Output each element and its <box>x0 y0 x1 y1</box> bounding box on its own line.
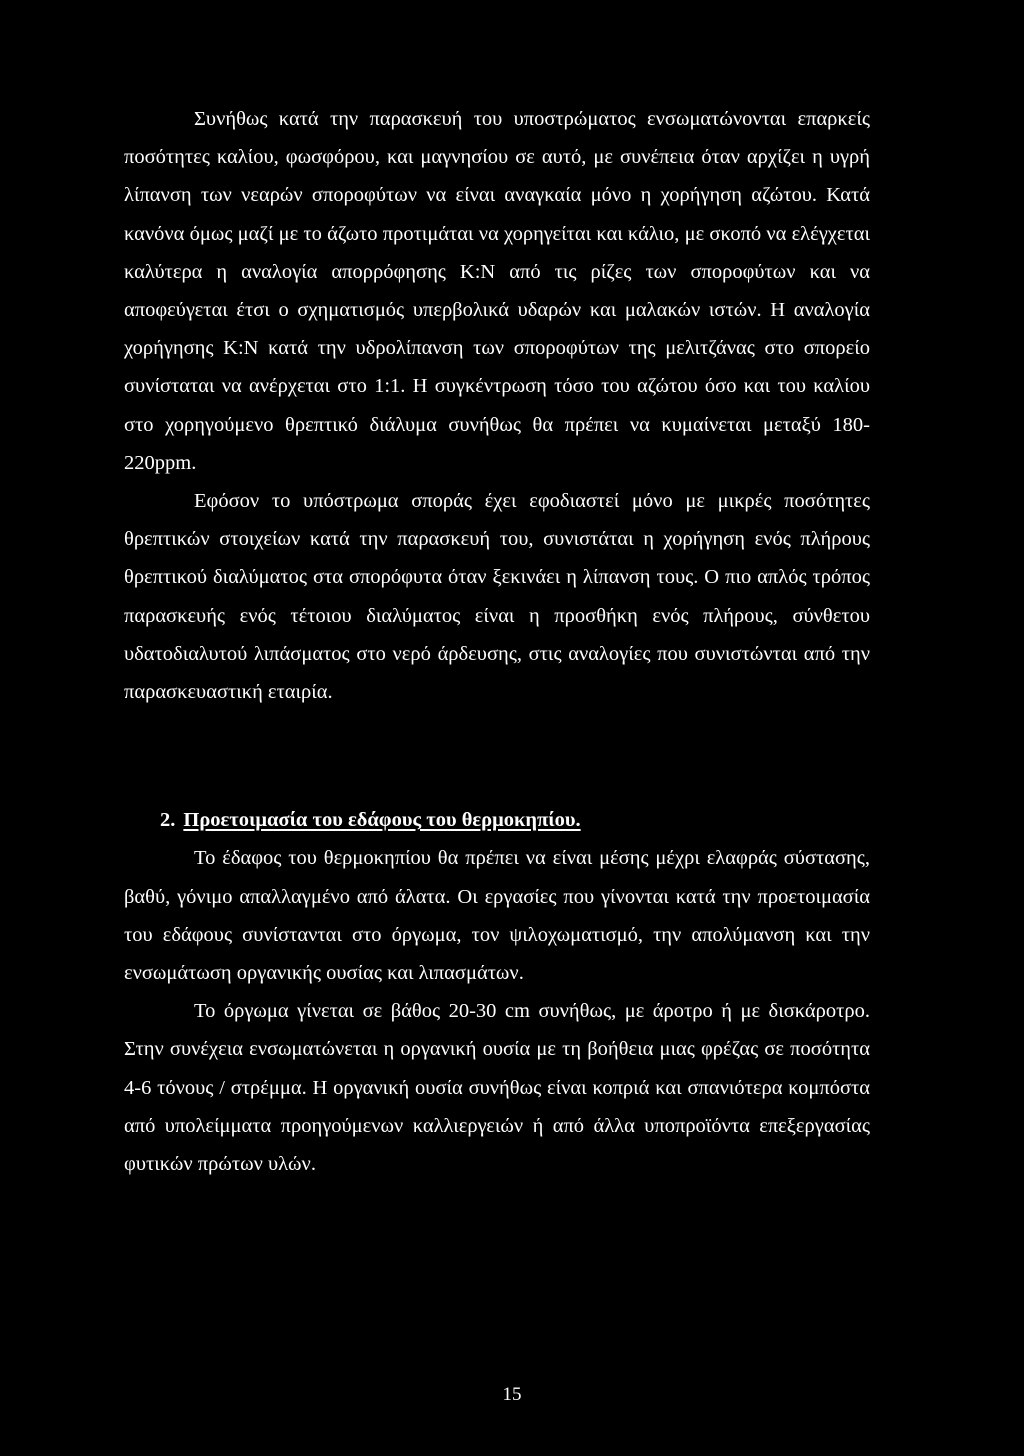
page-number: 15 <box>502 1384 522 1405</box>
section-title: Προετοιμασία του εδάφους του θερμοκηπίου. <box>183 809 581 832</box>
document-page <box>124 100 870 1183</box>
section-number: 2. <box>160 809 176 832</box>
paragraph-soil-preparation: Το έδαφος του θερμοκηπίου θα πρέπει να είναι μέσης μέχρι ελαφράς σύστασης, βαθύ, γόνιμο απαλλαγμένο από άλατα. Οι εργασίες που γίνονται κατά την προετοιμασία του εδάφους συνίστανται στο όργωμα, τον ψιλοχωματισμό, την απολύμανση και την ενσωμάτωση οργανικής ουσίας και λιπασμάτων. <box>124 847 870 985</box>
paragraph-nutrient-solution: Εφόσον το υπόστρωμα σποράς έχει εφοδιαστεί μόνο με μικρές ποσότητες θρεπτικών στοιχείων κατά την παρασκευή του, συνιστάται η χορήγηση ενός πλήρους θρεπτικού διαλύματος στα σπορόφυτα όταν ξεκινάει η λίπανση τους. Ο πιο απλός τρόπος παρασκευής ενός τέτοιου διαλύματος είναι η προσθήκη ενός πλήρους, σύνθετου υδατοδιαλυτού λιπάσματος στο νερό άρδευσης, στις αναλογίες που συνιστώνται από την παρασκευαστική εταιρία. <box>124 490 870 704</box>
paragraph-substrate-fertilization: Συνήθως κατά την παρασκευή του υποστρώματος ενσωματώνονται επαρκείς ποσότητες καλίου, φωσφόρου, και μαγνησίου σε αυτό, με συνέπεια όταν αρχίζει η υγρή λίπανση των νεαρών σποροφύτων να είναι αναγκαία μόνο η χορήγηση αζώτου. Κατά κανόνα όμως μαζί με το άζωτο προτιμάται να χορηγείται και κάλιο, με σκοπό να ελέγχεται καλύτερα η αναλογία απορρόφησης Κ:Ν από τις ρίζες των σποροφύτων και να αποφεύγεται έτσι ο σχηματισμός υπερβολικά υδαρών και μαλακών ιστών. Η αναλογία χορήγησης Κ:Ν κατά την υδρολίπανση των σποροφύτων της μελιτζάνας στο σπορείο συνίσταται να ανέρχεται στο 1:1. Η συγκέντρωση τόσο του αζώτου όσο και του καλίου στο χορηγούμενο θρεπτικό διάλυμα συνήθως θα πρέπει να κυμαίνεται μεταξύ 180-220ppm. <box>124 108 870 474</box>
section-heading <box>124 801 870 839</box>
paragraph-ploughing: Το όργωμα γίνεται σε βάθος 20-30 cm συνήθως, με άροτρο ή με δισκάροτρο. Στην συνέχεια ενσωματώνεται η οργανική ουσία με τη βοήθεια μιας φρέζας σε ποσότητα 4-6 τόνους / στρέμμα. Η οργανική ουσία συνήθως είναι κοπριά και σπανιότερα κομπόστα από υπολείμματα προηγούμενων καλλιεργειών ή από άλλα υποπροϊόντα επεξεργασίας φυτικών πρώτων υλών. <box>124 1000 870 1176</box>
